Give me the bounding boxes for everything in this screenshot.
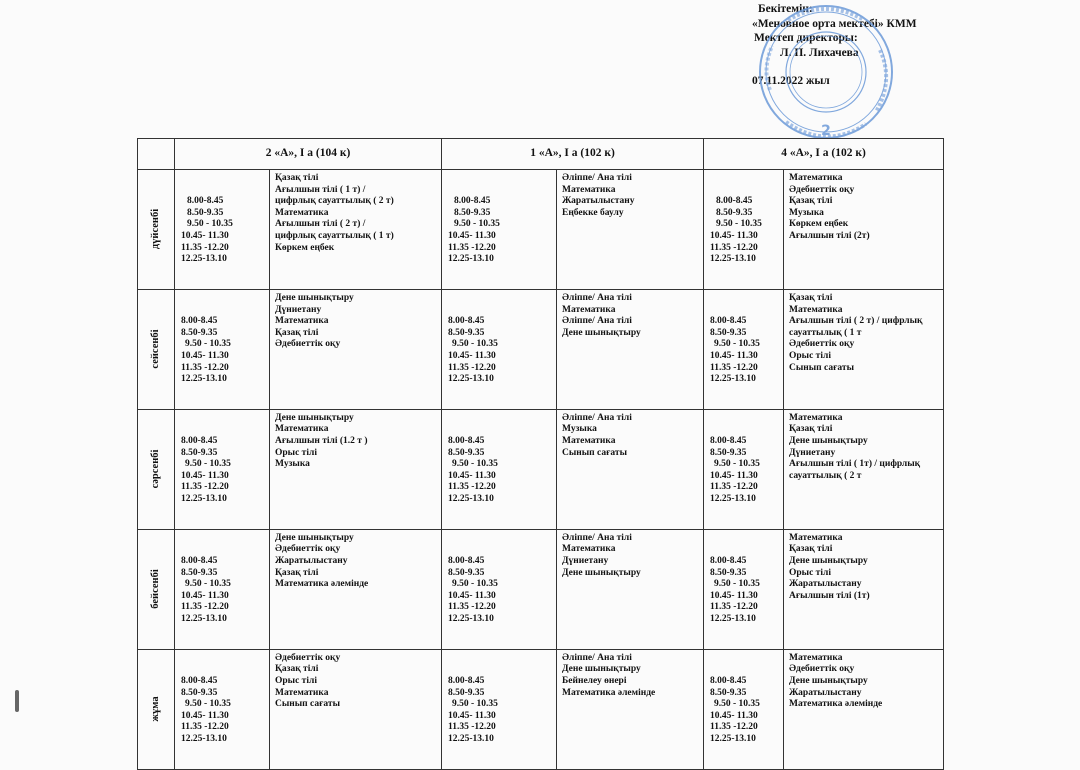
approval-block <box>752 2 1002 89</box>
day-row <box>138 289 944 409</box>
subjects-cell: Математика Қазақ тілі Дене шынықтыру Дүниетану Ағылшын тілі ( 1т) / цифрлық сауаттылық ( 2 т <box>784 409 944 529</box>
class-header-2a: 2 «А», I а (104 к) <box>175 139 442 170</box>
approval-date: 07.11.2022 жыл <box>752 75 830 87</box>
times-cell: 8.00-8.45 8.50-9.35 9.50 - 10.35 10.45- 11.30 11.35 -12.20 12.25-13.10 <box>175 529 270 649</box>
day-row <box>138 529 944 649</box>
subjects-cell: Әліппе/ Ана тілі Музыка Математика Сынып сағаты <box>557 409 704 529</box>
director-name: Л. П. Лихачева <box>780 46 859 59</box>
times-cell: 8.00-8.45 8.50-9.35 9.50 - 10.35 10.45- 11.30 11.35 -12.20 12.25-13.10 <box>704 529 784 649</box>
subjects-cell: Әдебиеттік оқу Қазақ тілі Орыс тілі Математика Сынып сағаты <box>270 649 442 769</box>
times-cell: 8.00-8.45 8.50-9.35 9.50 - 10.35 10.45- 11.30 11.35 -12.20 12.25-13.10 <box>442 529 557 649</box>
scan-artifact-mark <box>15 690 19 712</box>
times-cell: 8.00-8.45 8.50-9.35 9.50 - 10.35 10.45- 11.30 11.35 -12.20 12.25-13.10 <box>175 289 270 409</box>
header-row <box>138 139 944 170</box>
times-cell: 8.00-8.45 8.50-9.35 9.50 - 10.35 10.45- 11.30 11.35 -12.20 12.25-13.10 <box>442 649 557 769</box>
day-label: сәрсенбі <box>150 449 162 489</box>
day-row <box>138 170 944 290</box>
approval-title: Бекітемін: <box>758 3 813 15</box>
subjects-cell: Математика Әдебиеттік оқу Қазақ тілі Музыка Көркем еңбек Ағылшын тілі (2т) <box>784 170 944 290</box>
subjects-cell: Әліппе/ Ана тілі Математика Дүниетану Дене шынықтыру <box>557 529 704 649</box>
day-row <box>138 409 944 529</box>
times-cell: 8.00-8.45 8.50-9.35 9.50 - 10.35 10.45- 11.30 11.35 -12.20 12.25-13.10 <box>175 170 270 290</box>
subjects-cell: Әліппе/ Ана тілі Дене шынықтыру Бейнелеу өнері Математика әлемінде <box>557 649 704 769</box>
times-cell: 8.00-8.45 8.50-9.35 9.50 - 10.35 10.45- 11.30 11.35 -12.20 12.25-13.10 <box>704 409 784 529</box>
school-name: «Меновное орта мектебі» КММ <box>752 17 917 30</box>
day-label: дүйсенбі <box>150 209 162 250</box>
class-header-1a: 1 «А», I а (102 к) <box>442 139 704 170</box>
svg-text:2: 2 <box>821 123 831 139</box>
day-label-cell <box>138 289 175 409</box>
subjects-cell: Дене шынықтыру Әдебиеттік оқу Жаратылыстану Қазақ тілі Математика әлемінде <box>270 529 442 649</box>
subjects-cell: Математика Қазақ тілі Дене шынықтыру Орыс тілі Жаратылыстану Ағылшын тілі (1т) <box>784 529 944 649</box>
times-cell: 8.00-8.45 8.50-9.35 9.50 - 10.35 10.45- 11.30 11.35 -12.20 12.25-13.10 <box>175 649 270 769</box>
day-label: сейсенбі <box>150 329 162 369</box>
subjects-cell: Қазақ тілі Ағылшын тілі ( 1 т) / цифрлық сауаттылық ( 2 т) Математика Ағылшын тілі ( 2 т) / цифрлық сауаттылық ( 1 т) Көркем еңбек <box>270 170 442 290</box>
subjects-cell: Математика Әдебиеттік оқу Дене шынықтыру Жаратылыстану Математика әлемінде <box>784 649 944 769</box>
times-cell: 8.00-8.45 8.50-9.35 9.50 - 10.35 10.45- 11.30 11.35 -12.20 12.25-13.10 <box>175 409 270 529</box>
times-cell: 8.00-8.45 8.50-9.35 9.50 - 10.35 10.45- 11.30 11.35 -12.20 12.25-13.10 <box>442 409 557 529</box>
day-label-cell <box>138 649 175 769</box>
subjects-cell: Қазақ тілі Математика Ағылшын тілі ( 2 т) / цифрлық сауаттылық ( 1 т Әдебиеттік оқу Орыс тілі Сынып сағаты <box>784 289 944 409</box>
day-label: бейсенбі <box>150 569 162 610</box>
subjects-cell: Дене шынықтыру Математика Ағылшын тілі (1.2 т ) Орыс тілі Музыка <box>270 409 442 529</box>
times-cell: 8.00-8.45 8.50-9.35 9.50 - 10.35 10.45- 11.30 11.35 -12.20 12.25-13.10 <box>704 289 784 409</box>
day-label-cell <box>138 170 175 290</box>
schedule-table <box>137 138 944 770</box>
subjects-cell: Әліппе/ Ана тілі Математика Жаратылыстану Еңбекке баулу <box>557 170 704 290</box>
times-cell: 8.00-8.45 8.50-9.35 9.50 - 10.35 10.45- 11.30 11.35 -12.20 12.25-13.10 <box>704 649 784 769</box>
day-label-cell <box>138 409 175 529</box>
day-row <box>138 649 944 769</box>
times-cell: 8.00-8.45 8.50-9.35 9.50 - 10.35 10.45- 11.30 11.35 -12.20 12.25-13.10 <box>704 170 784 290</box>
subjects-cell: Дене шынықтыру Дүниетану Математика Қазақ тілі Әдебиеттік оқу <box>270 289 442 409</box>
times-cell: 8.00-8.45 8.50-9.35 9.50 - 10.35 10.45- 11.30 11.35 -12.20 12.25-13.10 <box>442 170 557 290</box>
class-header-4a: 4 «А», I а (102 к) <box>704 139 944 170</box>
corner-cell <box>138 139 175 170</box>
day-label: жұма <box>150 696 162 722</box>
day-label-cell <box>138 529 175 649</box>
director-label: Мектеп директоры: <box>754 32 858 44</box>
subjects-cell: Әліппе/ Ана тілі Математика Әліппе/ Ана тілі Дене шынықтыру <box>557 289 704 409</box>
times-cell: 8.00-8.45 8.50-9.35 9.50 - 10.35 10.45- 11.30 11.35 -12.20 12.25-13.10 <box>442 289 557 409</box>
